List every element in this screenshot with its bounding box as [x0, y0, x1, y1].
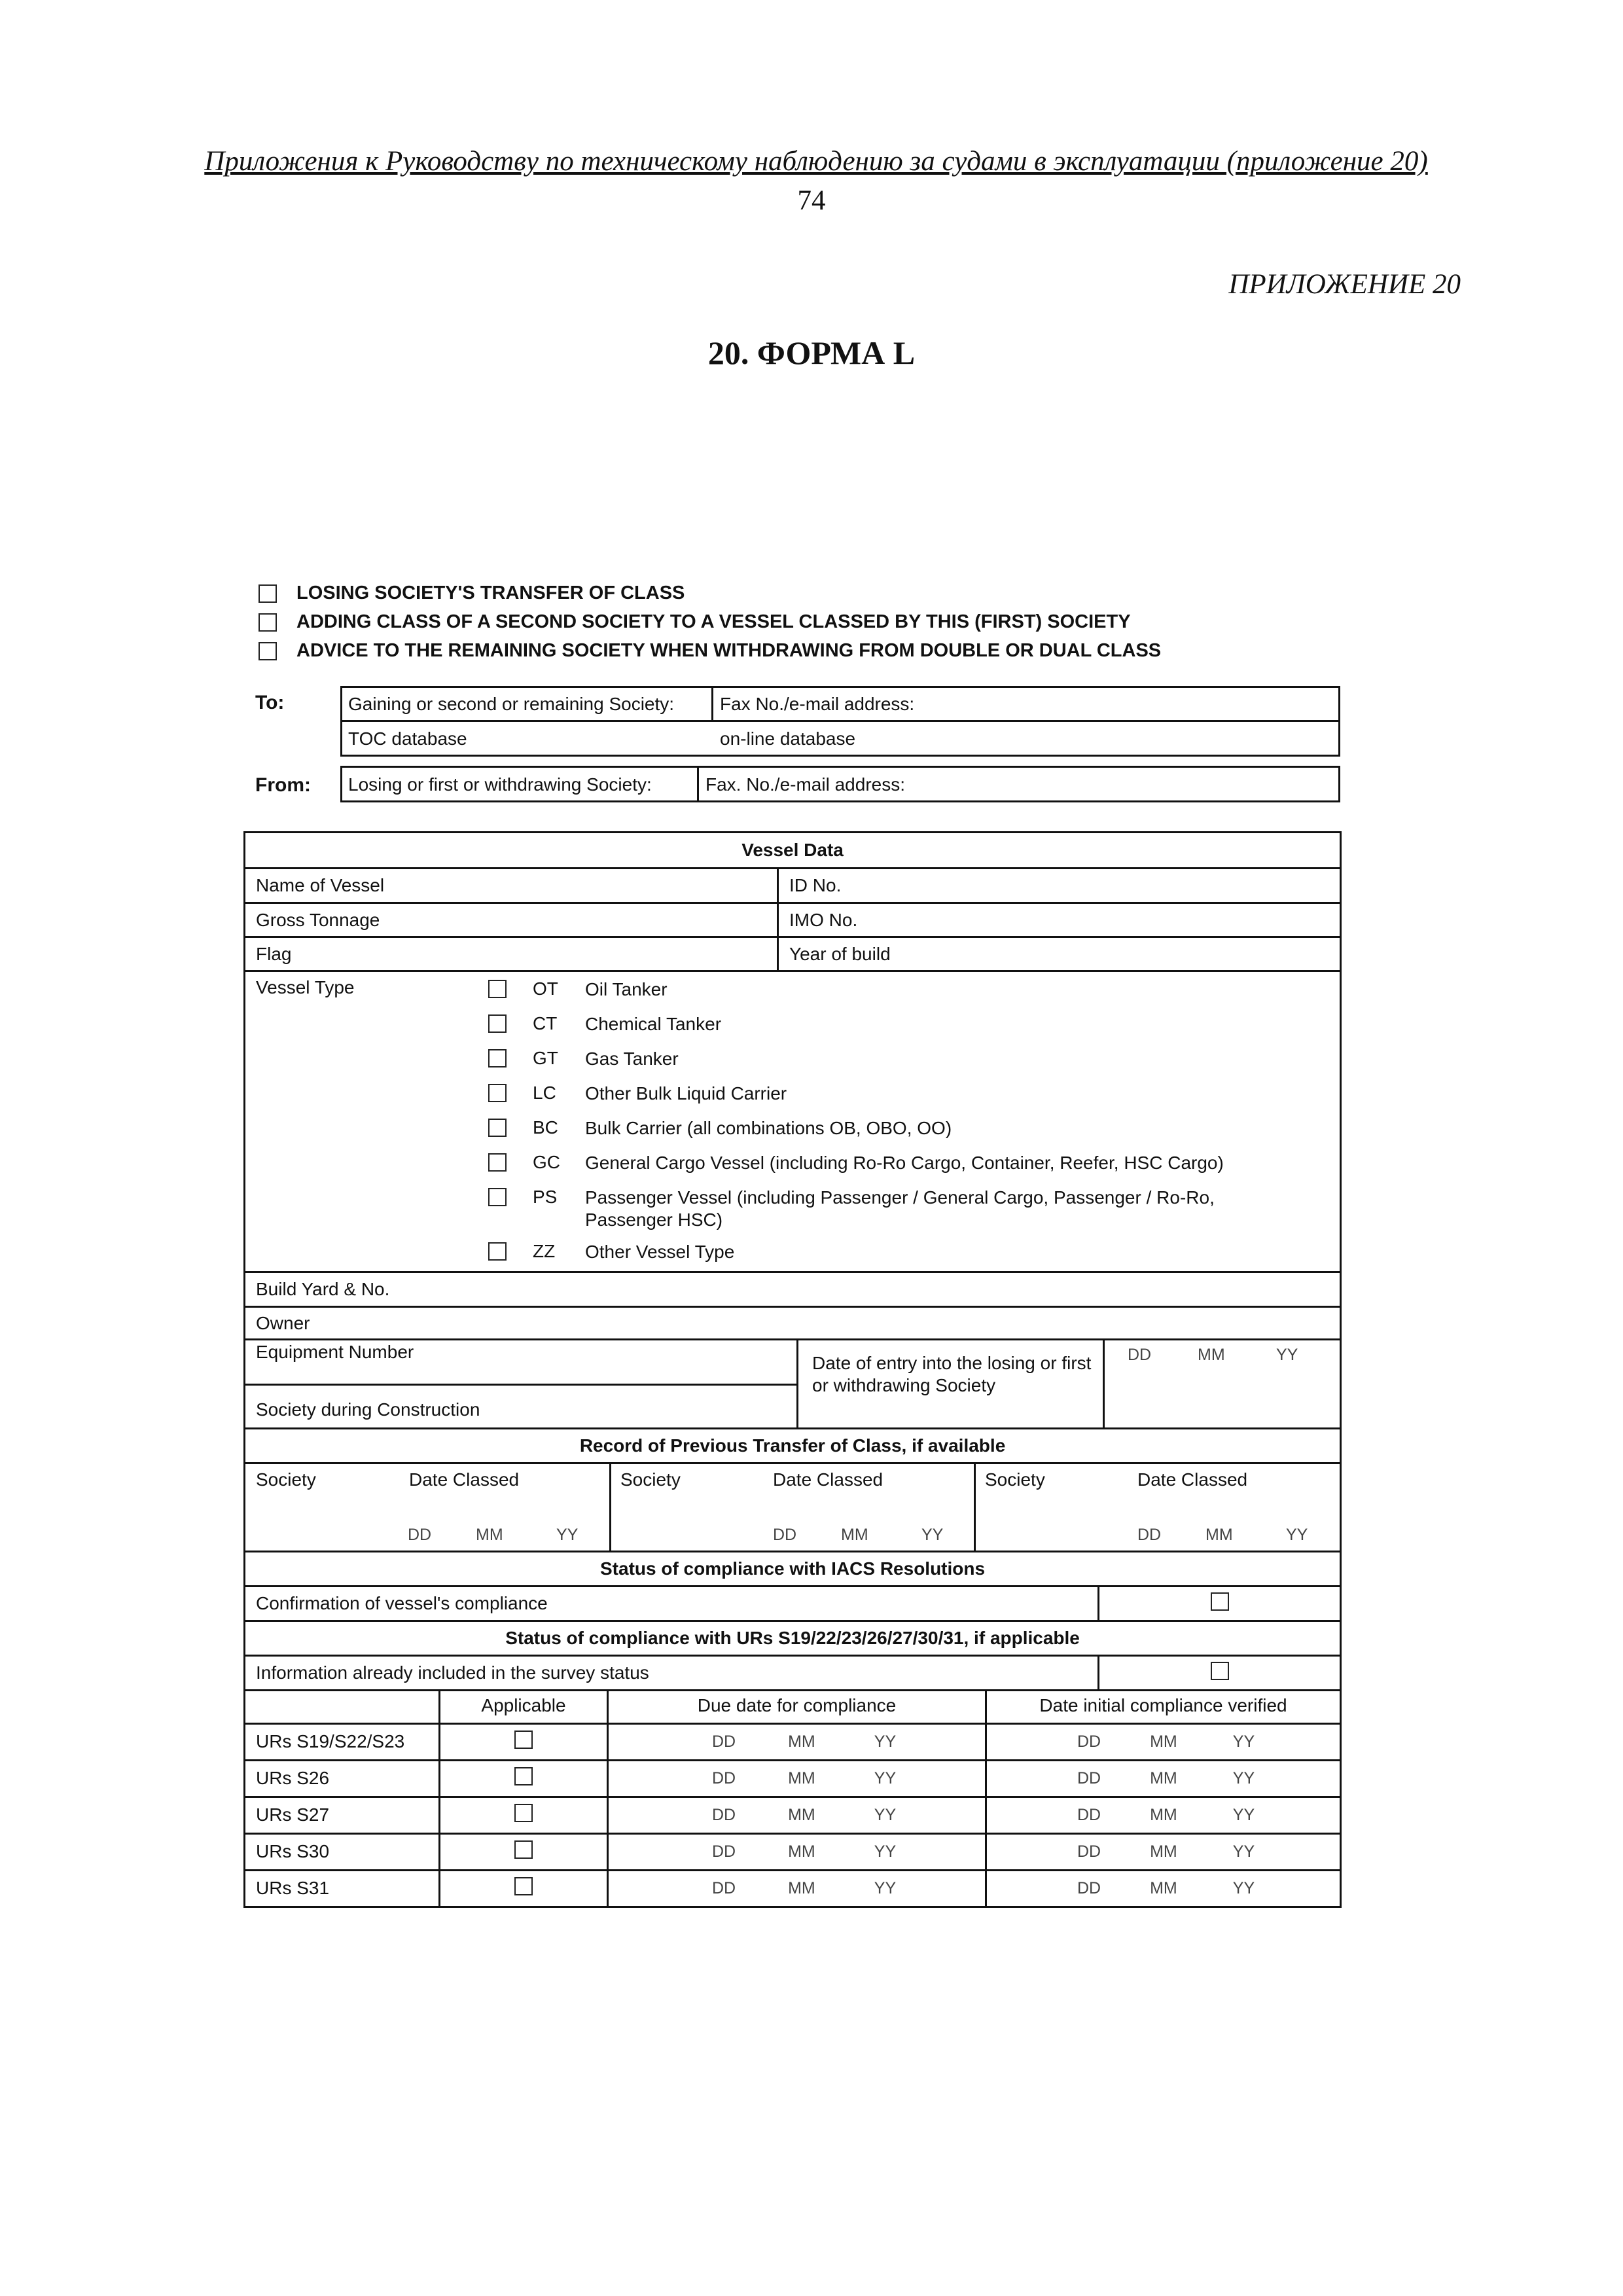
- vessel-type-checkbox[interactable]: [488, 1119, 507, 1137]
- urs-col-verified: Date initial compliance verified: [986, 1689, 1341, 1723]
- vessel-type-checkbox[interactable]: [488, 1188, 507, 1206]
- option-advice-withdrawing: ADVICE TO THE REMAINING SOCIETY WHEN WITHDRAWING FROM DOUBLE OR DUAL CLASS: [259, 640, 1161, 662]
- prev-mm-1[interactable]: MM: [476, 1526, 503, 1544]
- vessel-type-zz: ZZ Other Vessel Type: [488, 1236, 1279, 1270]
- vessel-data-title: Vessel Data: [245, 833, 1341, 869]
- urs-info-label: Information already included in the survey status: [245, 1656, 1099, 1691]
- urs-verified-date[interactable]: DD MM YY: [986, 1797, 1341, 1833]
- urs-verified-date[interactable]: DD MM YY: [986, 1760, 1341, 1797]
- prev-mm-2[interactable]: MM: [841, 1526, 868, 1544]
- urs-applicable-cell: [440, 1723, 608, 1760]
- fax-email-to-field[interactable]: Fax No./e-mail address:: [720, 694, 915, 714]
- vessel-type-checkbox[interactable]: [488, 1049, 507, 1067]
- prev-dd-3[interactable]: DD: [1137, 1526, 1162, 1544]
- vessel-type-checkbox[interactable]: [488, 1242, 507, 1261]
- urs-row-label: URs S26: [245, 1760, 440, 1797]
- iacs-confirmation-checkbox[interactable]: [1211, 1592, 1229, 1611]
- imo-no-field[interactable]: IMO No.: [778, 903, 1341, 937]
- entry-date-dd[interactable]: DD: [1128, 1346, 1152, 1364]
- from-label: From:: [255, 774, 311, 796]
- build-yard-field[interactable]: Build Yard & No.: [245, 1272, 1341, 1307]
- urs-verified-date[interactable]: DD MM YY: [986, 1723, 1341, 1760]
- previous-transfer-block: [245, 1463, 1341, 1552]
- vessel-type-ot: OT Oil Tanker: [488, 973, 1279, 1008]
- urs-applicable-cell: [440, 1833, 608, 1870]
- prev-society-3[interactable]: Society: [985, 1469, 1045, 1490]
- vessel-type-lc: LC Other Bulk Liquid Carrier: [488, 1077, 1279, 1112]
- urs-row-label: URs S19/S22/S23: [245, 1723, 440, 1760]
- equipment-society-block: [245, 1340, 1341, 1429]
- form-title: 20. ФОРМА L: [707, 334, 916, 371]
- urs-applicable-checkbox[interactable]: [514, 1767, 533, 1785]
- urs-col-applicable: Applicable: [440, 1689, 608, 1723]
- vessel-type-label: Vessel Type: [256, 977, 355, 997]
- urs-info-checkbox[interactable]: [1211, 1662, 1229, 1680]
- prev-date-classed-3: Date Classed: [1137, 1469, 1248, 1490]
- gross-tonnage-field[interactable]: Gross Tonnage: [245, 903, 778, 937]
- owner-field[interactable]: Owner: [245, 1307, 1341, 1340]
- option-checkbox[interactable]: [259, 642, 277, 660]
- urs-applicable-cell: [440, 1870, 608, 1907]
- urs-due-date[interactable]: DD MM YY: [608, 1797, 986, 1833]
- urs-applicable-checkbox[interactable]: [514, 1840, 533, 1859]
- urs-row-label: URs S30: [245, 1833, 440, 1870]
- appendix-label: ПРИЛОЖЕНИЕ 20: [1228, 269, 1461, 300]
- losing-society-field[interactable]: Losing or first or withdrawing Society:: [348, 774, 652, 795]
- urs-due-date[interactable]: DD MM YY: [608, 1760, 986, 1797]
- option-checkbox[interactable]: [259, 613, 277, 632]
- urs-verified-date[interactable]: DD MM YY: [986, 1870, 1341, 1907]
- prev-dd-1[interactable]: DD: [408, 1526, 432, 1544]
- iacs-confirmation-label: Confirmation of vessel's compliance: [245, 1587, 1099, 1621]
- vessel-type-bc: BC Bulk Carrier (all combinations OB, OBO, OO): [488, 1112, 1279, 1147]
- to-label: To:: [255, 692, 285, 713]
- society-during-construction-field[interactable]: Society during Construction: [256, 1399, 480, 1420]
- name-of-vessel-field[interactable]: Name of Vessel: [245, 869, 778, 903]
- online-database-field[interactable]: on-line database: [720, 728, 856, 749]
- urs-info-cell: [1099, 1656, 1341, 1691]
- urs-verified-date[interactable]: DD MM YY: [986, 1833, 1341, 1870]
- prev-society-1[interactable]: Society: [256, 1469, 316, 1490]
- option-adding-class: ADDING CLASS OF A SECOND SOCIETY TO A VESSEL CLASSED BY THIS (FIRST) SOCIETY: [259, 611, 1131, 633]
- urs-row-label: URs S27: [245, 1797, 440, 1833]
- previous-transfer-title: Record of Previous Transfer of Class, if available: [245, 1429, 1341, 1463]
- iacs-confirmation-cell: [1099, 1587, 1341, 1621]
- vessel-type-ct: CT Chemical Tanker: [488, 1008, 1279, 1043]
- vessel-type-checkbox[interactable]: [488, 1153, 507, 1172]
- vessel-type-section: [245, 971, 1341, 1272]
- prev-yy-2[interactable]: YY: [921, 1526, 944, 1544]
- entry-date-yy[interactable]: YY: [1276, 1346, 1298, 1364]
- vessel-data-table: [243, 831, 1342, 1691]
- prev-date-classed-1: Date Classed: [409, 1469, 520, 1490]
- vessel-type-checkbox[interactable]: [488, 980, 507, 998]
- option-losing-transfer: LOSING SOCIETY'S TRANSFER OF CLASS: [259, 583, 685, 604]
- urs-applicable-cell: [440, 1797, 608, 1833]
- vessel-type-gt: GT Gas Tanker: [488, 1043, 1279, 1077]
- equipment-number-field[interactable]: Equipment Number: [256, 1342, 414, 1362]
- urs-applicable-checkbox[interactable]: [514, 1731, 533, 1749]
- vessel-type-ps: PS Passenger Vessel (including Passenger / General Cargo, Passenger / Ro-Ro, Passenger HSC): [488, 1181, 1279, 1236]
- vessel-type-checkbox[interactable]: [488, 1014, 507, 1033]
- urs-applicable-checkbox[interactable]: [514, 1804, 533, 1822]
- urs-header-blank: [245, 1689, 440, 1723]
- running-title: Приложения к Руководству по техническому наблюдению за судами в эксплуатации (приложение 20): [204, 146, 1428, 177]
- prev-yy-1[interactable]: YY: [556, 1526, 579, 1544]
- flag-field[interactable]: Flag: [245, 937, 778, 971]
- prev-mm-3[interactable]: MM: [1205, 1526, 1233, 1544]
- prev-society-2[interactable]: Society: [620, 1469, 681, 1490]
- page-number: 74: [797, 185, 826, 216]
- fax-email-from-field[interactable]: Fax. No./e-mail address:: [705, 774, 905, 795]
- urs-due-date[interactable]: DD MM YY: [608, 1723, 986, 1760]
- urs-table: [243, 1689, 1342, 1908]
- prev-dd-2[interactable]: DD: [773, 1526, 797, 1544]
- iacs-title: Status of compliance with IACS Resolutions: [245, 1552, 1341, 1587]
- prev-date-classed-2: Date Classed: [773, 1469, 883, 1490]
- id-no-field[interactable]: ID No.: [778, 869, 1341, 903]
- urs-applicable-checkbox[interactable]: [514, 1877, 533, 1895]
- urs-col-due: Due date for compliance: [608, 1689, 986, 1723]
- entry-date-mm[interactable]: MM: [1198, 1346, 1225, 1364]
- urs-row-label: URs S31: [245, 1870, 440, 1907]
- option-checkbox[interactable]: [259, 584, 277, 603]
- vessel-type-checkbox[interactable]: [488, 1084, 507, 1102]
- year-of-build-field[interactable]: Year of build: [778, 937, 1341, 971]
- urs-due-date[interactable]: DD MM YY: [608, 1870, 986, 1907]
- urs-title: Status of compliance with URs S19/22/23/26/27/30/31, if applicable: [245, 1621, 1341, 1656]
- date-of-entry-label: Date of entry into the losing or first or withdrawing Society: [812, 1353, 1092, 1395]
- vessel-type-gc: GC General Cargo Vessel (including Ro-Ro Cargo, Container, Reefer, HSC Cargo): [488, 1147, 1279, 1181]
- gaining-society-field[interactable]: Gaining or second or remaining Society:: [348, 694, 675, 714]
- toc-database-field[interactable]: TOC database: [348, 728, 467, 749]
- prev-yy-3[interactable]: YY: [1286, 1526, 1308, 1544]
- urs-due-date[interactable]: DD MM YY: [608, 1833, 986, 1870]
- urs-applicable-cell: [440, 1760, 608, 1797]
